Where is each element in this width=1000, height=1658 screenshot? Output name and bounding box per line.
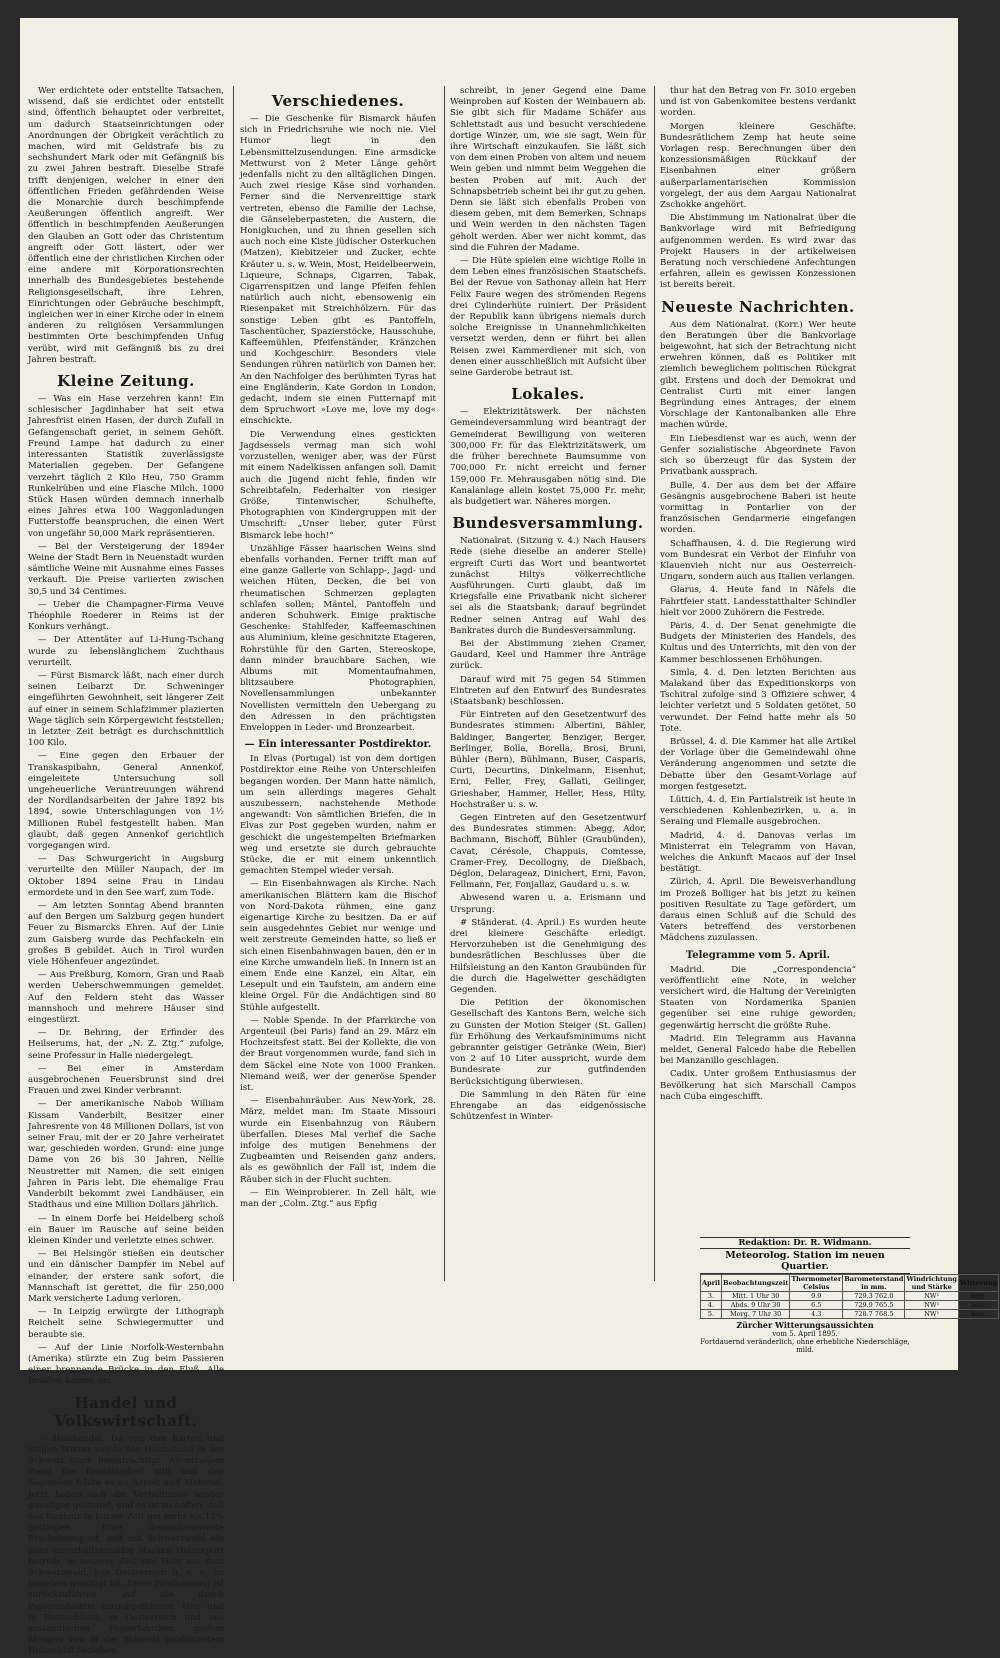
- forecast-text: Fortdauernd veränderlich, ohne erhebliche Niederschläge, mild.: [700, 1338, 910, 1354]
- news-item: Simla, 4. d. Den letzten Berichten aus Malakand über das Expeditionskorps von Tschitral zufolge sind 3 Offiziere schwer, 4 leichter verletzt und 5 Soldaten getötet, 50 verwundet. Der Feind hatte mehr als 50 Tote.: [660, 667, 856, 734]
- news-item: — Holzhandel. Da von den harten und langen Winter werde der Holzhandel in der Schweiz stark beeinträchtigt. Allenthalben stand die Baustätigkeit still und den Sägereien fehlte es an Arbeit und Material. Jetzt haben sich die Verhältnisse wieder günstiger gestaltet, und es ist zu hoffen, daß das Bauholz in kurzer Zeit um mehr als 15% gestiegen. Eine bemerkenswerte Erscheinung ist, daß mit Schwarzwald ein ganz unverhältnismäßig starken Holzexport betreib, in neuerer Zeit viel Holz aus dem Schwarzwald, aus Oesterreich u. s. w. zu beziehen genötigt ist. Diese Erscheinung ist zurückzuführen auf die durch Papierindustrie zurückgeführten. Hier und in Deutschland, in Oesterreich und aus ausländischen Papierfabriken großen Mengen von in der Schweiz produziertem Holzschliff beziehen.: [28, 1433, 224, 1657]
- news-item: — Die Hüte spielen eine wichtige Rolle in dem Leben eines französischen Staatschefs. Bei der Revue von Sathonay allein hat Herr Felix Faure wegen des strömenden Regens drei Cylinderhüte ruiniert. Der Präsident der Republik kann übrigens niemals durch solche Ereignisse in Unannehmlichkeiten versetzt werden, denn er führt bei allen Reisen zwei Kammerdiener mit sich, von denen einer ausschließlich mit Aufsicht über seine Garderobe betraut ist.: [450, 256, 646, 379]
- news-item: Die Sammlung in den Räten für eine Ehrengabe an das eidgenössische Schützenfest in Winter-: [450, 1089, 646, 1123]
- weather-col-header: Barometerstand in mm.: [844, 1275, 904, 1291]
- weather-row: [701, 1301, 999, 1310]
- law-text: Wer erdichtete oder entstellte Tatsachen, wissend, daß sie erdichtet oder entstellt sind, öffentlich behauptet oder verbreitet, um dadurch Staatseinrichtungen oder Anordnungen der Obrigkeit verächtlich zu machen, wird mit Geldstrafe bis zu sechshundert Mark oder mit Gefängniß bis zu zwei Jahren bestraft. Dieselbe Strafe trifft denjenigen, welcher in einer den öffentlichen Frieden gefährdenden Weise die Monarchie durch beschimpfende Aeußerungen öffentlich angreift. Wer öffentlich in beschimpfenden Aeußerungen den Glauben an Gott oder das Christentum angreift oder Gott lästert, oder wer öffentlich eine der christlichen Kirchen oder eine andere mit Korporationsrechten innerhalb des Bundesgebietes bestehende Religionsgesellschaft, ihre Lehren, Einrichtungen oder Gebräuche beschimpft, ingleichen wer in einer Kirche oder in einem anderen zu religiösen Versammlungen bestimmten Orte beschimpfenden Unfug verübt, wird mit Gefängniß bis zu drei Jahren bestraft.: [28, 86, 224, 365]
- column-2: [240, 86, 436, 1281]
- news-item: Zürich, 4. April. Die Beweisverhandlung im Prozeß Bolliger hat bis jetzt zu keinen positiven Resultate zu Tage gefördert, um daraus einen Schluß auf die Schuld des Vaters betreffend des verstorbenen Mädchens zuzulassen.: [660, 877, 856, 944]
- weather-cell: NW¹: [905, 1292, 959, 1301]
- news-item: — Auf der Linie Norfolk-Westernbahn (Amerika) stürzte ein Zug beim Passieren einer brennende Brücke in den Fluß. Alle Insaßen kamen um.: [28, 1342, 224, 1387]
- news-item: — Fürst Bismarck läßt, nach einer durch seinen Leibarzt Dr. Schweninger eingeführten Gewohnheit, seit längerer Zeit auf einer in seinem Schlafzimmer plazierten Wage täglich sein Körpergewicht feststellen; in letzter Zeit beträgt es durchschnittlich 100 Kilo.: [28, 670, 224, 749]
- news-item: Bulle, 4. Der aus dem bei der Affaire Gesängnis ausgebrochene Baberi ist heute vormittag in Pontarlier von der französischen Gendarmerie eingefangen worden.: [660, 480, 856, 536]
- news-item: Paris, 4. d. Der Senat genehmigte die Budgets der Ministerien des Handels, des Kultus und des Unterrichts, mit den von der Kammer beschlossenen Erhöhungen.: [660, 620, 856, 665]
- weather-cell: 728.7 768.5: [843, 1310, 905, 1319]
- weather-cell: NW¹: [905, 1310, 959, 1319]
- news-item: — In Leipzig erwürgte der Lithograph Reichelt seine Schwiegermutter und beraubte sie.: [28, 1307, 224, 1340]
- weather-cell: bew.: [958, 1310, 998, 1319]
- column-rule: [233, 86, 234, 1281]
- section-heading-lokales: Lokales.: [511, 385, 585, 404]
- weather-cell: 9.9: [790, 1292, 843, 1301]
- news-item: Die Verwendung eines gestickten Jagdsessels vermag man sich wohl vorzustellen, weniger aber, was der Fürst mit einem Nadelkissen anfangen soll. Damit auch die Jugend nicht fehle, finden wir Schreibtafeln, Federhalter von riesiger Größe, Tintenwischer, Schulhefte, Photographien von Kindergruppen mit der Umschrift: „Unser lieber, guter Fürst Bismarck lebe hoch!“: [240, 429, 436, 541]
- news-item: # Ständerat. (4. April.) Es wurden heute drei kleinere Geschäfte erledigt. Hervorzuheben ist die Genehmigung des bundesrätlichen Beschlusses über die Hilfsleistung an den Kanton Graubünden für die durch die Hagelwetter geschädigten Gegenden.: [450, 917, 646, 996]
- weather-cell: Mitt. 1 Uhr 30: [721, 1292, 789, 1301]
- weather-col-header: Windrichtung und Stärke: [906, 1275, 957, 1291]
- news-item: Ein Liebesdienst war es auch, wenn der Genfer sozialistische Abgeordnete Favon sich so überzeugt für das System der Privatbank aussprach.: [660, 433, 856, 478]
- weather-cell: 5.: [701, 1310, 722, 1319]
- news-item: Darauf wird mit 75 gegen 54 Stimmen Eintreten auf den Entwurf des Bundesrates (Staatsbank) beschlossen.: [450, 674, 646, 707]
- weather-col-header: Beobachtungszeit: [721, 1275, 789, 1292]
- forecast: [700, 1321, 910, 1354]
- weather-cell: 4.3: [790, 1310, 843, 1319]
- section-heading-neueste-nachrichten: Neueste Nachrichten.: [661, 297, 855, 316]
- weather-cell: Abds. 9 Uhr 30: [721, 1301, 789, 1310]
- section-heading-handel: Handel und Volkswirtschaft.: [54, 1393, 198, 1430]
- news-item: — Bei der Versteigerung der 1894er Weine der Stadt Bern in Neuenstadt wurden sämtliche Weine mit Ausnahme eines Fasses verkauft. Die Preise variierten zwischen 30,5 und 34 Centimes.: [28, 541, 224, 597]
- news-item: — Der amerikanische Nabob William Kissam Vanderbilt, Besitzer einer Jahresrente von 48 Millionen Dollars, ist von seiner Frau, mit der er 20 Jahre verheiratet war, geschieden worden. Grund: eine junge Dame von 26 bis 30 Jahren, Nellie Neustretter mit Namen, die seit einigen Jahren in Paris lebt. Die ehemalige Frau Vanderbilt bekommt zwei Landhäuser, ein Stadthaus und eine Million Dollars jährlich.: [28, 1099, 224, 1211]
- news-item: Die Petition der ökonomischen Gesellschaft des Kantons Bern, welche sich zu Gunsten der Motion Steiger (St. Gallen) für Erhöhung des Verkaufsminimums nicht gebrannter geistiger Getränke (Wein, Bier) von 2 auf 10 Liter ausspricht, wurde dem Bundesrate zur gutfindenden Berücksichtigung überwiesen.: [450, 998, 646, 1087]
- news-item: schreibt, in jener Gegend eine Dame Weinproben auf Kosten der Weinbauern ab. Sie gibt sich für Madame Schäfer aus Schlettstadt aus und besucht verschiedene dortige Winzer, um, wie sie sagt, Wein für ihre Wirtschaft einzukaufen. Sie läßt sich von dem einen Proben von altem und neuem Wein geben und nimmt beim Weggehen die besten Proben auf mit. Auch der Schnapsbetrieb scheint bei ihr gut zu gehen. Denn sie läßt sich ebenfalls Proben von diesem geben, mit dem Bemerken, Schnaps und Wein werden in den nächsten Tagen geholt werden. Aber wer nicht kommt, das sind die Fuhren der Madame.: [450, 86, 647, 253]
- news-item: — Eine gegen den Erbauer der Transkaspibahn, General Annenkof, eingeleitete Untersuchung soll ungeheuerliche Veruntreuungen während der Nordlandsarbeiten der Jahre 1892 bis 1894, sowie Unterschlagungen von 1½ Millionen Rubel festgestellt haben. Man glaubt, daß gegen Annenkof gerichtlich vorgegangen wird.: [28, 751, 224, 851]
- news-item: Die Abstimmung im Nationalrat über die Bankvorlage wird mit Befriedigung aufgenommen werden. Es wird zwar das Projekt Hausers in der artikelweisen Beratung noch verschiedene Anfechtungen erfahren, allein es gewissen Konzessionen ist bereits bereit.: [660, 213, 856, 291]
- weather-cell: 729.3 762.0: [843, 1292, 905, 1301]
- news-item: Cadix. Unter großem Enthusiasmus der Bevölkerung hat sich Marschall Campos nach Cuba eingeschifft.: [660, 1069, 856, 1102]
- news-item: — Was ein Hase verzehren kann! Ein schlesischer Jagdinhaber hat seit etwa Jahresfrist einen Hasen, der durch Zufall in Gefangenschaft geriet, in seinem Gehöft. Freund Lampe hat dadurch zu einer interessanten Statistik zuverlässigste Materialien gegeben. Der Gefangene verzehrt täglich 2 Kilo Heu, 750 Gramm Runkelrüben und eine Flasche Milch. 1000 Stück Hasen würden demnach innerhalb eines Jahres etwa 100 Waggonladungen Futterstoffe beanspruchen, die einen Wert von ungefähr 50,000 Mark repräsentieren.: [28, 394, 224, 539]
- news-item: — Am letzten Sonntag Abend brannten auf den Bergen um Salzburg gegen hundert Feuer zu Bismarcks Ehren. Auf der Linie zum Gaisberg wurde das Pechfackeln ein großes B gebildet. Auch in Tirol wurden viele Höhenfeuer angezündet.: [28, 901, 224, 968]
- news-item: Bei der Abstimmung ziehen Cramer, Gaudard, Keel und Hammer ihre Anträge zurück.: [450, 638, 646, 672]
- weather-title: Meteorolog. Station im neuen Quartier.: [700, 1248, 910, 1274]
- news-item: — Ueber die Champagner-Firma Veuve Théophile Roederer in Reims ist der Konkurs verhängt.: [28, 599, 224, 633]
- weather-row: [701, 1310, 999, 1319]
- column-4: [660, 86, 856, 1356]
- news-item: thur hat den Betrag von Fr. 3010 ergeben und ist von Gabenkomitee bestens verdankt worden.: [660, 86, 856, 119]
- news-item: — Bei Helsingör stießen ein deutscher und ein dänischer Dampfer im Nebel auf einander, der erstere sank sofort, die Mannschaft ist gerettet, die für 250,000 Mark versicherte Ladung verloren.: [28, 1249, 224, 1304]
- news-item: — Das Schwurgericht in Augsburg verurteilte den Müller Naupach, der im Oktober 1894 seine Frau in Lindau ermordete und in den See warf, zum Tode.: [28, 854, 224, 898]
- weather-row: [701, 1292, 999, 1301]
- news-item: — Die Geschenke für Bismarck häufen sich in Friedrichsruhe wie noch nie. Viel Humor liegt in den Lebensmittelzusendungen. Eine armsdicke Mettwurst von 2 Meter Länge gehört jedenfalls nicht zu den alltäglichen Dingen. Auch zwei riesige Käse sind vorhanden. Ferner sind die Nervenreittige stark vertreten, ebenso die Familie der Lachse, die Gänseleberpasteten, die Austern, die Honigkuchen, und zu ihnen gesellen sich auch noch eine Kiste jüdischer Osterkuchen (Matzen), Kiebitzeier und Zucker, echte Kräuter u. s. w. Wein, Most, Heidelbeerwein, Liqueure, Schnaps, Cigarren, Tabak, Cigarrenspitzen und lange Pfeifen fehlen natürlich auch nicht, ebensowenig ein Riesenpaket mit Streichhölzern. Für das sonstige Leben gibt es Pantoffeln, Taschentücher, Spazierstöcke, Hausschuhe, Kaffeemühlen, Pfeifenständer, Kränzchen und Kochgeschirr. Besonders viele Sendungen rühren natürlich von Damen her. An den Nachfolger des berühmten Tyras hat eine Engländerin, Kate Gordon in London, gedacht, indem sie einen Futternapf mit dem Spruchwort »Love me, love my dog« einschickte.: [240, 114, 436, 427]
- news-item: Madrid, 4. d. Danovas verlas im Ministerrat ein Telegramm von Havan, welches die Ankunft Macaos auf der Insel bestätigt.: [660, 830, 856, 875]
- news-item: — Eisenbahnräuber. Aus New-York, 28. März, meldet man: Im Staate Missouri wurde ein Eisenbahnzug von Räubern überfallen. Dieses Mal verlief die Sache infolge des mutigen Benehmens der Zugbeamten und Reisenden ganz anders, als es gewöhnlich der Fall ist, indem die Räuber sich in der Flucht suchten.: [240, 1096, 436, 1185]
- news-item: — In einem Dorfe bei Heidelberg schoß ein Bauer im Rausche auf seine beiden kleinen Kinder und verletzte eines schwer.: [28, 1213, 224, 1246]
- column-rule: [654, 86, 655, 1281]
- column-1: [28, 86, 224, 1657]
- weather-col-header: Witterung: [958, 1275, 998, 1292]
- news-item: Lüttich, 4. d. Ein Partialstreik ist heute in verschiedenen Kohlenbezirken, u. a. in Seraing und Flemalle ausgebrochen.: [660, 794, 856, 828]
- news-item: — Dr. Behring, der Erfinder des Heilserums, hat, der „N. Z. Ztg.“ zufolge, seine Professur in Halle niedergelegt.: [28, 1028, 224, 1061]
- news-item: Für Eintreten auf den Gesetzentwurf des Bundesrates stimmen: Albertini, Bähler, Baldinger, Bangerter, Benziger, Berger, Berlinger, Bolla, Borella, Brosi, Bruni, Bühler (Bern), Bühlmann, Buser, Casparis, Curti, Decurtins, Dinkelmann, Eisenhut, Erni, Feller, Frey, Gallati, Geilinger, Grieshaber, Hammer, Heller, Hess, Hilty, Hochstraßer u. s. w.: [450, 710, 646, 810]
- section-heading-kleine-zeitung: Kleine Zeitung.: [57, 372, 195, 391]
- weather-col-header: Thermometer Celsius: [791, 1275, 842, 1291]
- news-item: Morgen kleinere Geschäfte. Bundesrätlichem Zemp hat heute seine Vorlagen resp. Berechnungen über den konzessionsmäßigen Rückkauf der Eisenbahnen einer größern außerparlamentarischen Kommission vorgelegt, der aus dem Aargau Nationalrat Zschokke angehört.: [660, 121, 856, 211]
- section-heading-bundesversammlung: Bundesversammlung.: [452, 514, 644, 533]
- news-item: Brüssel, 4. d. Die Kammer hat alle Artikel der Vorlage über die Gemeindewahl ohne Veränderung angenommen und setzte die Debatte über den Gesamt-Vorlage auf morgen festgesetzt.: [660, 736, 856, 792]
- news-item: In Elvas (Portugal) ist von dem dortigen Postdirektor eine Reihe von Unterschleifen begangen worden. Der Mann hatte nämlich, um sein allerdings mageres Gehalt auszubessern, nachstehende Methode angewandt: Von sämtlichen Briefen, die in Elvas zur Post gegeben wurden, nahm er geschickt die ungestempelten Briefmarken weg und ersetzte sie durch gebrauchte Stücke, die er mit einem unkenntlich gemachten Stempel wieder versah.: [240, 754, 436, 877]
- scan-left-edge: [0, 0, 20, 1382]
- news-item: Aus dem Nationalrat. (Korr.) Wer heute den Beratungen über die Bankvorlage beigewohnt, hat sich der Betrachtung nicht erwehren können, daß es Politiker mit ziemlich beweglichem politischen Rückgrat gibt. Erstens und doch der Demokrat und Centralist Curti mit einer langen Begründung eines Antrages, der einem Vorschlage der Kantonalbanken alle Ehre machen würde.: [660, 319, 856, 431]
- redaktion-line: Redaktion: Dr. R. Widmann.: [700, 1237, 910, 1248]
- news-item: — Ein Eisenbahnwagen als Kirche. Nach amerikanischen Blättern kam die Bischof von Nord-Dakota rühmen, eine ganz eigenartige Kirche zu besitzen. Da er auf sein ausgedehntes Gebiet nur wenige und weit zerstreute Gemeinden hatte, so ließ er sich einen Eisenbahnwagen bauen, den er in eine Kirche umwandeln ließ. In Innern ist an einem Ende eine Kanzel, ein Altar, ein Lesepult und ein Taufstein, am andern eine kleine Orgel. Für die Andächtigen sind 80 Stühle aufgestellt.: [240, 879, 436, 1013]
- weather-box: [700, 1237, 998, 1354]
- weather-cell: 4.: [701, 1301, 722, 1310]
- weather-header-row: [701, 1275, 999, 1292]
- news-item: Madrid. Die „Correspondencia“ veröffentlicht eine Note, in welcher versichert wird, die Haltung der Vereinigten Staaten von Nordamerika Spanien gegenüber sei eine ruhige geworden; gegenwärtig herrscht die größte Ruhe.: [660, 964, 856, 1031]
- news-item: — Noble Spende. In der Pfarrkirche von Argenteuil (bei Paris) fand an 29. März ein Hochzeitsfest statt. Bei der Kollekte, die von der Braut vorgenommen wurde, fand sich in dem Säckel eine Note von 1000 Franken. Niemand weiß, wer der generöse Spender ist.: [240, 1015, 436, 1094]
- news-item: Glarus, 4. Heute fand in Näfels die Fahrtfeier statt. Landesstatthalter Schindler hielt vor 2000 Zuhörern die Festrede.: [660, 585, 856, 618]
- news-item: Unzählige Fässer haarischen Weins sind ebenfalls vorhanden. Ferner trifft man auf eine ganze Gallerie von Schlapp-, Jagd- und weichen Hüten, Decken, die bei von rheumatischen Schmerzen geplagten schlafen sollen; Mäntel, Pantoffeln und anderen Schuhwerk. Einige praktische Geschenke: Stahlfeder, Kaffeemaschinen aus Aluminium, kleine geschnitzte Etageren, Rohrstühle für den Garten, Stereoskope, dann minder brauchbare Sachen, wie Albums mit Momentaufnahmen, blitzsaubere Photographien, Novellensammlungen unbekannter Novellisten vermitteln den Uebergang zu den Adressen in den prächtigsten Enveloppen in Leder- und Bronzearbeit.: [240, 543, 436, 733]
- telegramme-heading: Telegramme vom 5. April.: [685, 949, 831, 961]
- column-3: [450, 86, 646, 1281]
- weather-col-header: April: [701, 1275, 722, 1292]
- weather-table: [700, 1274, 999, 1319]
- news-item: — Elektrizitätswerk. Der nächsten Gemeindeversammlung wird beantragt der Gemeinderat Bewilligung von weiteren 300,000 Fr. für das Elektrizitätswerk, um die früher berechnete Baumsumme von 700,000 Fr. nicht erreicht und ferner 159,000 Fr. Mehrausgaben nötig sind. Die Kanalanlage allein kostet 75,000 Fr. mehr, als budgetiert war. Näheres morgen.: [450, 407, 646, 507]
- item-heading: — Ein interessanter Postdirektor.: [244, 739, 432, 751]
- news-item: Gegen Eintreten auf den Gesetzentwurf des Bundesrates stimmen: Abegg, Ador, Bachmann, Bischoff, Bühler (Graubünden), Cavat, Cérésole, Chappuis, Comtesse, Cramer-Frey, Decollogny, de Dießbach, Déglon, Delarageaz, Dinichert, Erni, Favon, Fellmann, Fer, Fonjallaz, Gaudard u. s. w.: [450, 812, 646, 891]
- weather-cell: bew.: [958, 1301, 998, 1310]
- weather-cell: 6.5: [790, 1301, 843, 1310]
- weather-cell: 3.: [701, 1292, 722, 1301]
- weather-cell: bew.: [958, 1292, 998, 1301]
- news-item: Madrid. Ein Telegramm aus Havanna meldet, General Falcedo habe die Rebellen bei Manzanillo geschlagen.: [660, 1033, 856, 1067]
- weather-cell: NW¹: [905, 1301, 959, 1310]
- news-item: Schaffhausen, 4. d. Die Regierung wird vom Bundesrat ein Verbot der Einfuhr von Klauenvieh nicht nur aus Oesterreich-Ungarn, sondern auch aus Italien verlangen.: [660, 538, 856, 583]
- weather-cell: 729.9 765.5: [843, 1301, 905, 1310]
- news-item: — Aus Preßburg, Komorn, Gran und Raab werden Ueberschwemmungen gemeldet. Auf den Feldern steht das Wasser mannshoch und mehrere Häuser sind eingestürzt.: [28, 970, 224, 1026]
- news-item: — Bei einer in Amsterdam ausgebrochenen Feuersbrunst sind drei Frauen und zwei Kinder verbrannt.: [28, 1063, 224, 1097]
- news-item: — Der Attentäter auf Li-Hung-Tschang wurde zu lebenslänglichem Zuchthaus verurteilt.: [28, 635, 224, 668]
- forecast-date: vom 5. April 1895.: [772, 1330, 838, 1338]
- news-item: Nationalrat. (Sitzung v. 4.) Nach Hausers Rede (siehe dieselbe an anderer Stelle) ergreift Curti das Wort und beantwortet zunächst Hiltys völkerrechtliche Ausführungen. Curti glaubt, daß im Kriegsfalle eine Privatbank nicht sicherer sei als die Staatsbank; darauf begründet Redner seinen Antrag auf Wahl des Bankrates durch die Bundesversammlung.: [450, 536, 646, 636]
- section-heading-verschiedenes: Verschiedenes.: [271, 92, 405, 110]
- forecast-title: Zürcher Witterungsaussichten: [736, 1320, 874, 1330]
- weather-cell: Morg. 7 Uhr 30: [721, 1310, 789, 1319]
- scan-right-margin: [958, 0, 1000, 1382]
- news-item: — Ein Weinprobierer. In Zell hält, wie man der „Colm. Ztg.“ aus Epfig: [240, 1187, 436, 1210]
- news-item: Abwesend waren u. a. Erismann und Ursprung.: [450, 893, 646, 915]
- column-rule: [444, 86, 445, 1281]
